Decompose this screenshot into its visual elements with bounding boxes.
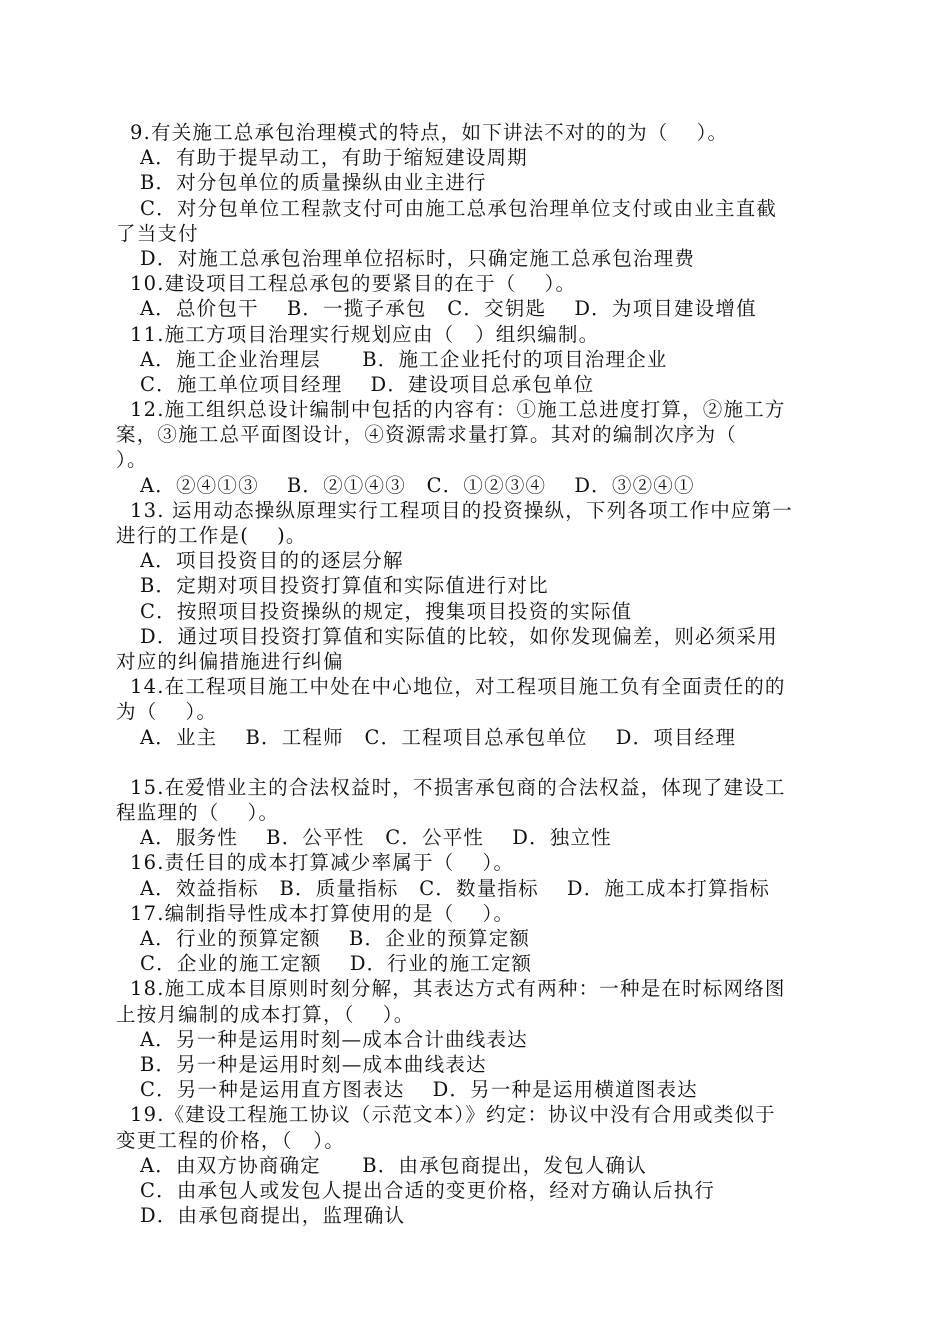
option-d-continued: 对应的纠偏措施进行纠偏 [116,649,344,673]
question-stem-continued: 程监理的（ ）。 [116,801,280,825]
question-stem: 13. 运用动态操纵原理实行工程项目的投资操纵，下列各项工作中应第一 [130,498,794,522]
option-b: B．对分包单位的质量操纵由业主进行 [140,171,487,195]
question-stem: 17.编制指导性成本打算使用的是（ ）。 [130,901,515,925]
option-a: A．有助于提早动工，有助于缩短建设周期 [140,146,528,170]
question-9 [116,120,836,271]
options-row: A．服务性 B．公平性 C．公平性 D．独立性 [140,826,612,850]
option-d: D．对施工总承包治理单位招标时，只确定施工总承包治理费 [140,246,696,270]
options-row: A．效益指标 B．质量指标 C．数量指标 D．施工成本打算指标 [140,876,771,900]
option-d: D．由承包商提出，监理确认 [140,1204,406,1228]
question-stem: 10.建设项目工程总承包的要紧目的在于（ ）。 [130,272,577,296]
options-row-cd: C．施工单位项目经理 D．建设项目总承包单位 [140,372,595,396]
option-c: C．按照项目投资操纵的规定，搜集项目投资的实际值 [140,599,633,623]
question-stem: 19.《建设工程施工协议（示范文本）》约定：协议中没有合用或类似于 [130,1103,776,1127]
options-row: A．业主 B．工程师 C．工程项目总承包单位 D．项目经理 [140,725,737,749]
question-16 [116,850,836,900]
question-stem: 11.施工方项目治理实行规划应由（ ）组织编制。 [130,322,600,346]
options-row: A．②④①③ B．②①④③ C．①②③④ D．③②④① [140,473,695,497]
question-11 [116,322,836,398]
option-a: A．项目投资目的的逐层分解 [140,549,404,573]
options-row-ab: A．由双方协商确定 B．由承包商提出，发包人确认 [140,1153,647,1177]
question-17 [116,901,836,977]
option-c-continued: 了当支付 [116,221,199,245]
question-stem: 16.责任目的成本打算减少率属于（ ）。 [130,851,515,875]
question-stem-continued: 为（ ）。 [116,700,218,724]
question-stem: 9.有关施工总承包治理模式的特点，如下讲法不对的的为（ ）。 [130,121,729,144]
options-row-cd: C．企业的施工定额 D．行业的施工定额 [140,952,533,976]
question-stem: 18.施工成本目原则时刻分解，其表达方式有两种：一种是在时标网络图 [130,977,786,1001]
question-10 [116,271,836,321]
question-stem-continued: 案，③施工总平面图设计，④资源需求量打算。其对的编制次序为（ [116,423,738,447]
question-stem: 12.施工组织总设计编制中包括的内容有：①施工总进度打算，②施工方 [130,398,786,422]
option-d: D．通过项目投资打算值和实际值的比较，如你发现偏差，则必须采用 [140,624,778,648]
option-c: C．对分包单位工程款支付可由施工总承包治理单位支付或由业主直截 [140,196,778,220]
option-b: B．定期对项目投资打算值和实际值进行对比 [140,574,549,598]
question-stem-continued: 变更工程的价格，（ ）。 [116,1128,345,1152]
option-a: A．另一种是运用时刻—成本合计曲线表达 [140,1027,528,1051]
blank-line [116,750,836,775]
options-row-ab: A．行业的预算定额 B．企业的预算定额 [140,927,531,950]
question-stem-continued: 进行的工作是( )。 [116,524,307,547]
question-18 [116,976,836,1102]
option-c: C．由承包人或发包人提出合适的变更价格，经对方确认后执行 [140,1178,716,1202]
options-row: A．总价包干 B．一揽子承包 C．交钥匙 D．为项目建设增值 [140,297,757,321]
question-stem-continued: 上按月编制的成本打算，（ ）。 [116,1002,415,1026]
option-b: B．另一种是运用时刻—成本曲线表达 [140,1052,487,1076]
options-row-cd: C．另一种是运用直方图表达 D．另一种是运用横道图表达 [140,1078,698,1102]
question-stem-continued: ）。 [116,448,148,472]
question-stem: 14.在工程项目施工中处在中心地位，对工程项目施工负有全面责任的的 [130,675,786,699]
question-list [116,120,836,1228]
question-stem: 15.在爱惜业主的合法权益时，不损害承包商的合法权益，体现了建设工 [130,775,786,799]
question-19 [116,1102,836,1228]
options-row-ab: A．施工企业治理层 B．施工企业托付的项目治理企业 [140,347,668,371]
question-15 [116,775,836,851]
question-14 [116,674,836,750]
question-13 [116,498,836,674]
question-12 [116,397,836,498]
